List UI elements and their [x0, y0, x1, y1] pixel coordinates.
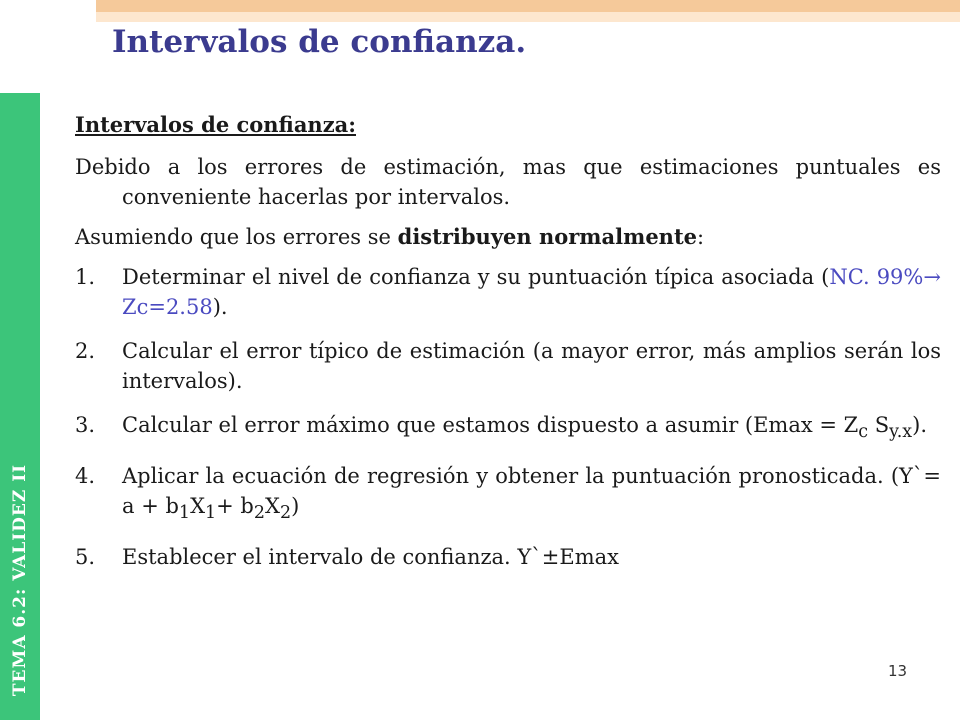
item-number: 2. [75, 339, 96, 363]
item-text-part: ) [291, 494, 300, 519]
item-text-part: ). [212, 295, 228, 319]
side-label: TEMA 6.2: VALIDEZ II [10, 463, 30, 697]
subscript: 1 [205, 503, 217, 524]
item-text: Calcular el error típico de estimación (a mayor error, más amplios serán los intervalos). [122, 339, 941, 393]
top-decor-bar [96, 0, 960, 12]
subscript: y.x [889, 422, 913, 443]
arrow-icon: → [923, 265, 941, 289]
section-heading: Intervalos de confianza: [75, 112, 356, 137]
page-title: Intervalos de confianza. [112, 24, 527, 60]
slide-content [75, 110, 941, 586]
subscript: 2 [253, 503, 266, 524]
item-number: 1. [75, 265, 96, 289]
subscript: 2 [279, 503, 292, 524]
list-item [75, 461, 941, 528]
top-decor-bar-light [96, 12, 960, 22]
assumption-prefix: Asumiendo que los errores se [75, 225, 398, 249]
confidence-level: NC. 99% [829, 265, 924, 289]
list-item [75, 262, 941, 322]
item-text-part: S [868, 413, 890, 437]
item-number: 3. [75, 413, 96, 437]
item-text [122, 461, 941, 528]
item-text-part: Calcular el error máximo que estamos dispuesto a asumir (Emax = Z [122, 413, 859, 437]
item-text-part: X [265, 494, 280, 519]
assumption-suffix: : [697, 225, 705, 249]
subscript: 1 [178, 503, 191, 524]
item-text-part: + b [216, 494, 254, 519]
steps-list [75, 262, 941, 572]
list-item [75, 410, 941, 447]
subscript: c [858, 422, 869, 443]
item-text [122, 262, 941, 322]
item-text-part: ). [912, 413, 928, 437]
assumption-bold: distribuyen normalmente [397, 224, 698, 249]
item-number: 4. [75, 464, 96, 489]
item-text [122, 410, 941, 447]
list-item [75, 542, 941, 572]
item-text: Establecer el intervalo de confianza. Y`±Emax [122, 545, 619, 570]
assumption-paragraph [75, 222, 941, 252]
item-number: 5. [75, 545, 96, 570]
intro-paragraph: Debido a los errores de estimación, mas que estimaciones puntuales es conveniente hacerlas por intervalos. [75, 155, 941, 209]
item-text-part: Determinar el nivel de confianza y su puntuación típica asociada ( [122, 265, 830, 289]
page-number: 13 [888, 662, 908, 680]
z-score: Zc=2.58 [122, 295, 213, 319]
item-text-part: X [190, 494, 206, 519]
list-item [75, 336, 941, 396]
item-text-part: Aplicar la ecuación de regresión y obtener la puntuación pronosticada. (Y`= a + b [122, 464, 941, 519]
